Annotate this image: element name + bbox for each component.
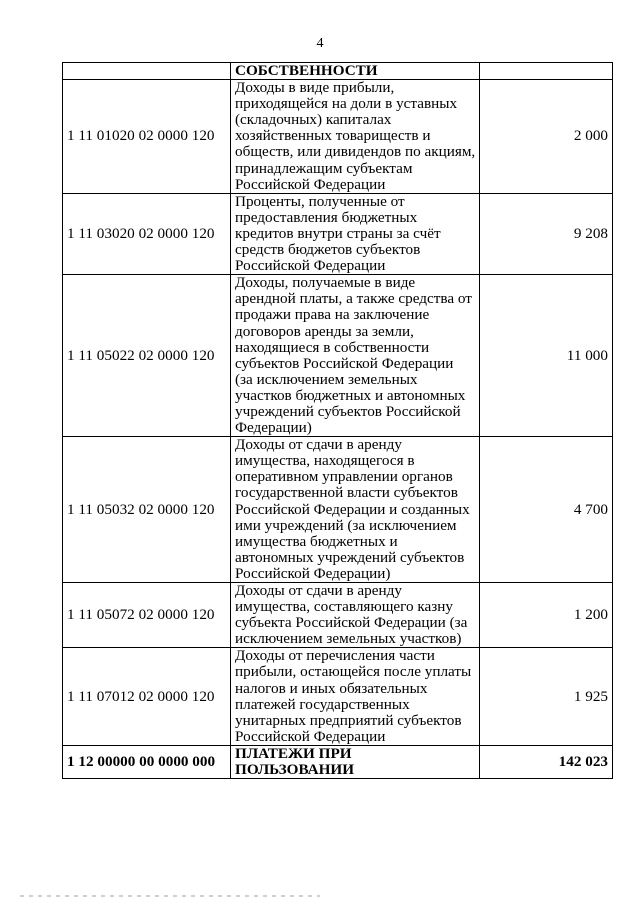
revenue-name-line: участков бюджетных и автономных bbox=[235, 386, 466, 404]
revenue-name-line: субъектов Российской Федерации bbox=[235, 354, 454, 372]
revenue-name-line: ПОЛЬЗОВАНИИ bbox=[235, 761, 355, 779]
revenue-name-line: оперативном управлении органов bbox=[235, 468, 453, 486]
revenue-name-line: Доходы от перечисления части bbox=[235, 647, 435, 665]
revenue-name-line: имущества, составляющего казну bbox=[235, 598, 454, 616]
revenue-amount-cell bbox=[480, 63, 613, 80]
revenue-name-line: ими учреждений (за исключением bbox=[235, 516, 457, 534]
revenue-name-line: Российской Федерации bbox=[235, 175, 386, 193]
revenue-name-line: Российской Федерации и созданных bbox=[235, 500, 470, 518]
revenue-name-line: средств бюджетов субъектов bbox=[235, 241, 421, 259]
revenue-name-line: принадлежащим субъектам bbox=[235, 159, 413, 177]
revenue-name-line: СОБСТВЕННОСТИ bbox=[235, 62, 378, 79]
table-row bbox=[63, 745, 613, 778]
table-row bbox=[63, 193, 613, 274]
revenue-name-line: Российской Федерации bbox=[235, 727, 386, 745]
revenue-amount-cell: 1 200 bbox=[480, 583, 613, 648]
revenue-name-line: (складочных) капиталах bbox=[235, 111, 392, 129]
revenue-name-line: Российской Федерации bbox=[235, 257, 386, 275]
revenue-name-cell bbox=[231, 63, 480, 80]
revenue-amount-cell: 4 700 bbox=[480, 437, 613, 583]
revenue-code-cell: 1 11 05032 02 0000 120 bbox=[63, 437, 231, 583]
revenue-code-cell: 1 11 03020 02 0000 120 bbox=[63, 193, 231, 274]
revenue-name-cell bbox=[231, 80, 480, 194]
revenue-name-line: государственной власти субъектов bbox=[235, 484, 458, 502]
revenue-name-line: ПЛАТЕЖИ ПРИ bbox=[235, 744, 352, 762]
revenue-amount-cell: 142 023 bbox=[480, 745, 613, 778]
revenue-name-cell bbox=[231, 193, 480, 274]
revenue-name-line: имущества, находящегося в bbox=[235, 452, 415, 470]
revenue-name-line: арендной платы, а также средства от bbox=[235, 290, 472, 308]
table-row bbox=[63, 275, 613, 437]
table-row bbox=[63, 63, 613, 80]
revenue-name-line: Доходы от сдачи в аренду bbox=[235, 436, 402, 454]
revenue-amount-cell: 1 925 bbox=[480, 648, 613, 746]
revenue-name-line: автономных учреждений субъектов bbox=[235, 548, 465, 566]
scan-artifact bbox=[20, 895, 320, 897]
revenue-name-line: учреждений субъектов Российской bbox=[235, 402, 461, 420]
revenue-name-line: продажи права на заключение bbox=[235, 306, 430, 324]
revenue-name-line: предоставления бюджетных bbox=[235, 208, 418, 226]
revenue-code-cell: 1 11 07012 02 0000 120 bbox=[63, 648, 231, 746]
revenue-code-cell: 1 11 05072 02 0000 120 bbox=[63, 583, 231, 648]
table-row bbox=[63, 80, 613, 194]
revenue-name-line: налогов и иных обязательных bbox=[235, 679, 428, 697]
revenue-name-line: хозяйственных товариществ и bbox=[235, 127, 431, 145]
revenue-code-cell: 1 11 01020 02 0000 120 bbox=[63, 80, 231, 194]
revenue-name-line: Проценты, полученные от bbox=[235, 192, 405, 210]
revenue-name-line: договоров аренды за земли, bbox=[235, 322, 414, 340]
revenue-name-line: Российской Федерации) bbox=[235, 564, 391, 582]
table-row bbox=[63, 648, 613, 746]
revenue-name-line: платежей государственных bbox=[235, 695, 410, 713]
revenue-name-line: (за исключением земельных bbox=[235, 370, 418, 388]
revenue-code-cell: 1 11 05022 02 0000 120 bbox=[63, 275, 231, 437]
revenue-name-cell bbox=[231, 437, 480, 583]
revenue-code-cell bbox=[63, 63, 231, 80]
revenue-name-line: обществ, или дивидендов по акциям, bbox=[235, 143, 476, 161]
revenue-name-line: Доходы, получаемые в виде bbox=[235, 274, 416, 292]
page-number: 4 bbox=[316, 36, 324, 51]
revenue-code-cell: 1 12 00000 00 0000 000 bbox=[63, 745, 231, 778]
revenue-name-line: имущества бюджетных и bbox=[235, 532, 398, 550]
revenue-name-line: Федерации) bbox=[235, 419, 312, 437]
revenue-name-line: унитарных предприятий субъектов bbox=[235, 711, 462, 729]
revenue-name-line: Доходы от сдачи в аренду bbox=[235, 582, 402, 599]
revenue-name-line: Доходы в виде прибыли, bbox=[235, 79, 395, 97]
table-body bbox=[63, 63, 613, 779]
revenue-name-cell bbox=[231, 583, 480, 648]
revenue-name-line: прибыли, остающейся после уплаты bbox=[235, 663, 472, 681]
revenue-name-line: исключением земельных участков) bbox=[235, 630, 462, 648]
revenue-name-line: приходящейся на доли в уставных bbox=[235, 95, 458, 113]
revenue-name-line: находящиеся в собственности bbox=[235, 338, 430, 356]
revenue-name-line: кредитов внутри страны за счёт bbox=[235, 224, 441, 242]
revenue-name-cell bbox=[231, 275, 480, 437]
revenue-amount-cell: 2 000 bbox=[480, 80, 613, 194]
revenue-name-cell bbox=[231, 745, 480, 778]
revenue-name-cell bbox=[231, 648, 480, 746]
table-row bbox=[63, 583, 613, 648]
revenue-amount-cell: 9 208 bbox=[480, 193, 613, 274]
revenue-amount-cell: 11 000 bbox=[480, 275, 613, 437]
table-row bbox=[63, 437, 613, 583]
revenue-name-line: субъекта Российской Федерации (за bbox=[235, 614, 468, 632]
budget-revenue-table bbox=[62, 62, 613, 779]
